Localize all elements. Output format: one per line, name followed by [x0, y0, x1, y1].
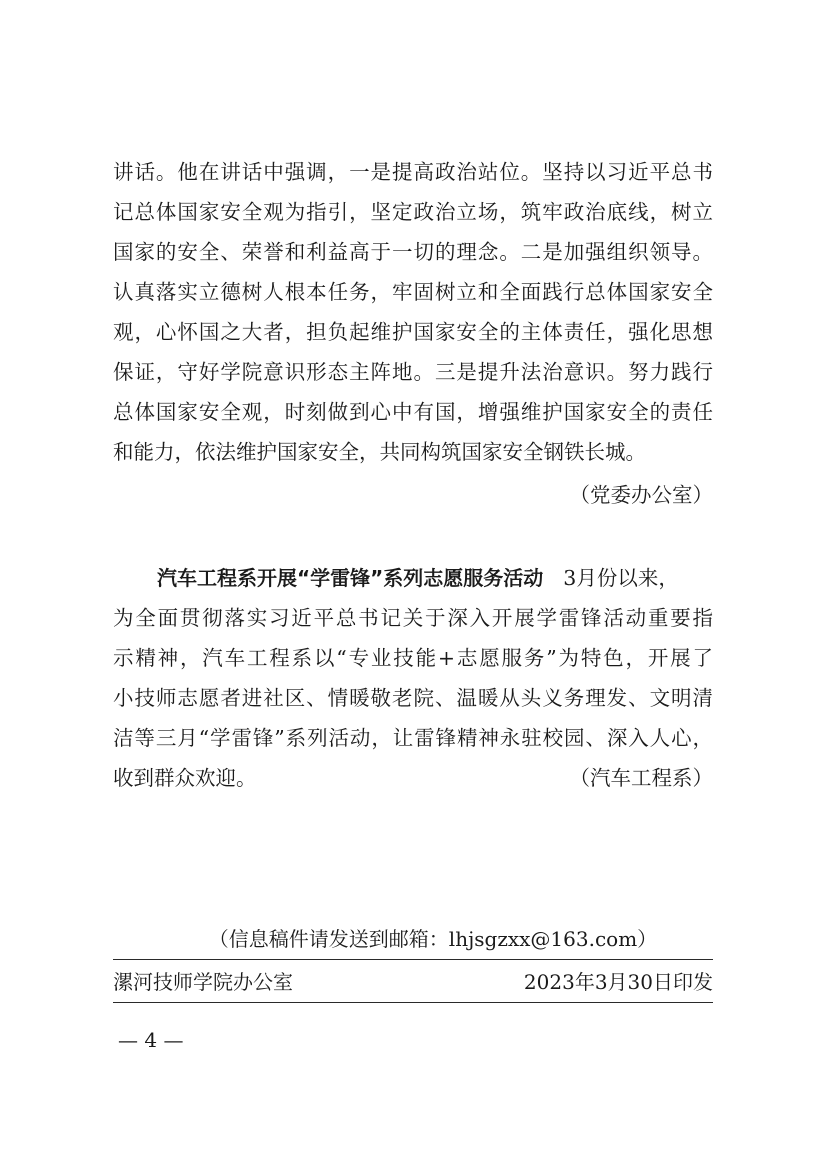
issue-info-row — [113, 966, 713, 998]
footer-divider-top — [113, 959, 713, 960]
article-2-last-line: 收到群众欢迎。 — [113, 766, 257, 790]
article-2-line: 为全面贯彻落实习近平总书记关于深入开展学雷锋活动重要指 — [113, 606, 713, 630]
article-2-line: 示精神，汽车工程系以“专业技能+志愿服务”为特色，开展了 — [113, 646, 713, 670]
page-number: — 4 — — [118, 1028, 184, 1052]
article-2-first-line — [113, 558, 713, 598]
article-1-line: 和能力，依法维护国家安全，共同构筑国家安全钢铁长城。 — [113, 440, 646, 464]
footer-divider-bottom — [113, 1002, 713, 1003]
article-1-line: 记总体国家安全观为指引，坚定政治立场，筑牢政治底线，树立 — [113, 200, 713, 224]
article-2-line: 小技师志愿者进社区、情暖敬老院、温暖从头义务理发、文明清 — [113, 686, 713, 710]
submission-email-note: （信息稿件请发送到邮箱：lhjsgzxx@163.com） — [208, 927, 658, 951]
article-1-line: 保证，守好学院意识形态主阵地。三是提升法治意识。努力践行 — [113, 360, 713, 384]
article-2-signature: （汽车工程系） — [569, 766, 713, 790]
article-1-signature: （党委办公室） — [569, 483, 713, 507]
article-1-line: 认真落实立德树人根本任务，牢固树立和全面践行总体国家安全 — [113, 280, 713, 304]
article-2-lead-text: 3月份以来， — [563, 566, 679, 590]
article-1-line: 总体国家安全观，时刻做到心中有国，增强维护国家安全的责任 — [113, 400, 713, 424]
article-1-line: 国家的安全、荣誉和利益高于一切的理念。二是加强组织领导。 — [113, 240, 713, 264]
article-1-line: 讲话。他在讲话中强调，一是提高政治站位。坚持以习近平总书 — [113, 160, 713, 184]
issuer-name: 漯河技师学院办公室 — [113, 970, 293, 994]
article-1-line: 观，心怀国之大者，担负起维护国家安全的主体责任，强化思想 — [113, 320, 713, 344]
issue-date: 2023年3月30日印发 — [523, 970, 713, 994]
article-2-line: 洁等三月“学雷锋”系列活动，让雷锋精神永驻校园、深入人心， — [113, 726, 713, 750]
article-2-headline: 汽车工程系开展“学雷锋”系列志愿服务活动 — [157, 566, 544, 590]
article-1-body — [113, 152, 713, 472]
